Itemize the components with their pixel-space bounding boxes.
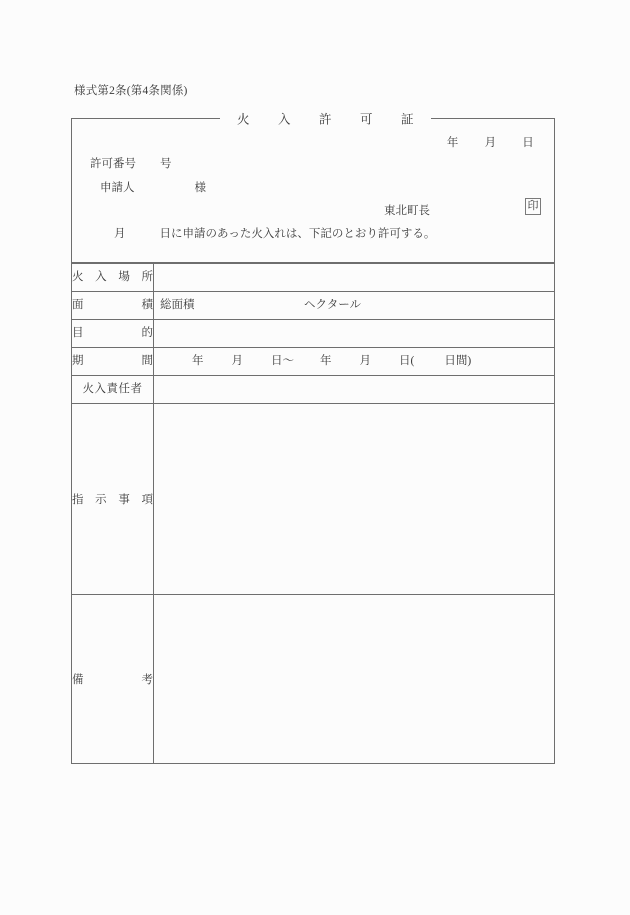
header-box — [71, 112, 555, 263]
row-value-remarks[interactable] — [154, 595, 555, 764]
permit-details-table — [71, 263, 555, 764]
label-char: 的 — [141, 327, 153, 339]
statement-month-label: 月 — [114, 228, 126, 240]
label-char: 火 — [72, 271, 84, 283]
table-row-location — [72, 264, 555, 292]
date-year-label: 年 — [446, 137, 459, 149]
label-char: 示 — [95, 494, 107, 506]
label-char: 期 — [72, 355, 84, 367]
permission-statement — [114, 225, 435, 241]
row-value-period[interactable] — [154, 348, 555, 376]
period-year-start: 年 — [192, 355, 204, 367]
row-label-location — [72, 264, 154, 292]
label-char: 目 — [72, 327, 84, 339]
row-label-instructions — [72, 404, 154, 595]
applicant-label: 申請人 — [100, 182, 135, 194]
row-label-area — [72, 292, 154, 320]
table-row-instructions — [72, 404, 555, 595]
period-month-end: 月 — [359, 355, 371, 367]
rule-segment-left — [72, 118, 220, 119]
table-row-remarks — [72, 595, 555, 764]
table-row-purpose — [72, 320, 555, 348]
seal-stamp-box: 印 — [525, 198, 541, 215]
row-value-location[interactable] — [154, 264, 555, 292]
header-top-rule — [72, 112, 554, 126]
label-char: 事 — [118, 494, 130, 506]
table-row-period — [72, 348, 555, 376]
row-value-responsible-person[interactable] — [154, 376, 555, 404]
period-day-start: 日〜 — [271, 355, 294, 367]
date-month-label: 月 — [484, 137, 497, 149]
row-value-instructions[interactable] — [154, 404, 555, 595]
period-fields — [192, 348, 471, 375]
period-day-end: 日( — [399, 355, 415, 367]
table-row-responsible-person — [72, 376, 555, 404]
period-year-end: 年 — [320, 355, 332, 367]
rule-segment-right — [431, 118, 554, 119]
statement-text: 日に申請のあった火入れは、下記のとおり許可する。 — [159, 228, 436, 240]
permit-number-unit: 号 — [160, 158, 172, 170]
row-value-purpose[interactable] — [154, 320, 555, 348]
label-char: 項 — [141, 494, 153, 506]
permit-number-line — [90, 155, 172, 171]
label-char: 場 — [118, 271, 130, 283]
label-char: 積 — [141, 299, 153, 311]
row-value-area[interactable] — [154, 292, 555, 320]
area-total-label: 総面積 — [160, 299, 195, 311]
form-number: 様式第2条(第4条関係) — [74, 85, 188, 97]
label-char: 面 — [72, 299, 84, 311]
table-row-area — [72, 292, 555, 320]
period-day-count: 日間) — [444, 355, 472, 367]
row-label-purpose — [72, 320, 154, 348]
row-label-period — [72, 348, 154, 376]
issuer-name: 東北町長 — [384, 205, 430, 217]
label-text: 火入責任者 — [82, 383, 143, 395]
label-char: 備 — [72, 674, 84, 686]
date-day-label: 日 — [522, 137, 534, 149]
row-label-remarks — [72, 595, 154, 764]
document-title: 火 入 許 可 証 — [237, 112, 422, 126]
issue-date-line — [447, 134, 534, 150]
row-label-responsible-person — [72, 376, 154, 404]
label-char: 入 — [95, 271, 107, 283]
applicant-line — [100, 179, 206, 195]
label-char: 間 — [141, 355, 153, 367]
permit-number-label: 許可番号 — [90, 158, 136, 170]
label-char: 考 — [141, 674, 153, 686]
area-unit-label: ヘクタール — [304, 299, 362, 311]
label-char: 指 — [72, 494, 84, 506]
period-month-start: 月 — [231, 355, 243, 367]
label-char: 所 — [141, 271, 153, 283]
applicant-honorific: 様 — [194, 182, 206, 194]
